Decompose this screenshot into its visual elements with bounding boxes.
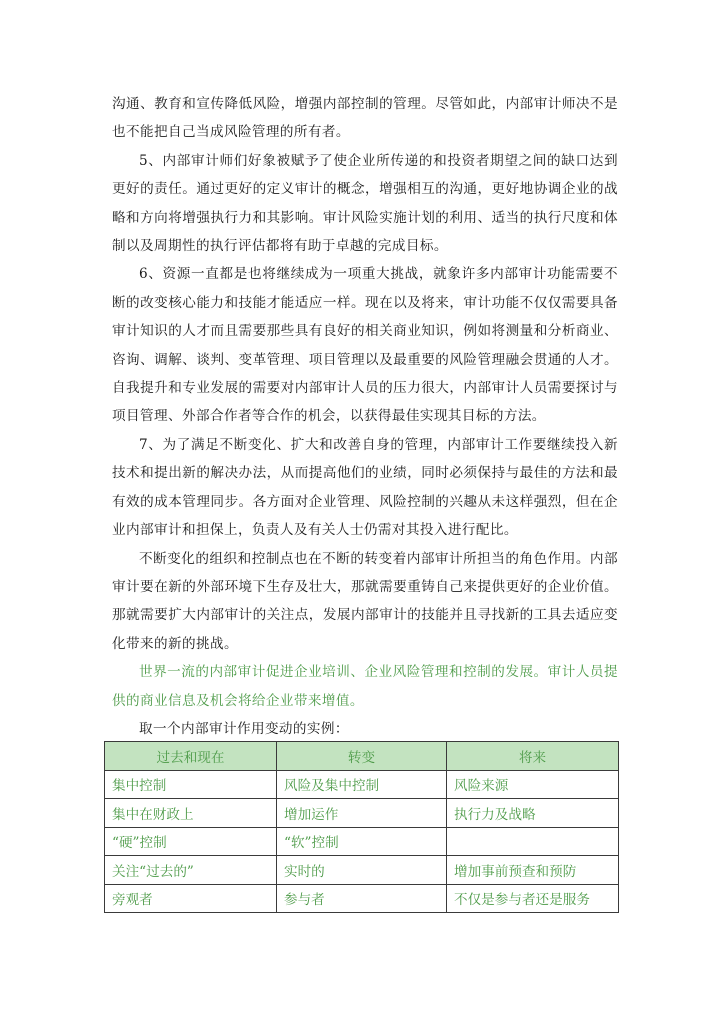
table-cell: 实时的 [277, 856, 447, 885]
table-row [105, 884, 619, 913]
table-cell: “软”控制 [277, 827, 447, 856]
paragraph-1: 沟通、教育和宣传降低风险，增强内部控制的管理。尽管如此，内部审计师决不是也不能把自己当成风险管理的所有者。 [112, 96, 618, 141]
table-row [105, 827, 619, 856]
paragraph-5: 不断变化的组织和控制点也在不断的转变着内部审计所担当的角色作用。内部审计要在新的外部环境下生存及壮大，那就需要重铸自己来提供更好的企业价值。那就需要扩大内部审计的关注点，发展内部审计的技能并且寻找新的工具去适应变化带来的新的挑战。 [112, 550, 618, 652]
header-transition: 转变 [277, 742, 447, 771]
role-change-table [104, 741, 619, 913]
table-header-row [105, 742, 619, 771]
table-cell: 增加事前预查和预防 [447, 856, 619, 885]
table-row [105, 770, 619, 799]
table-cell: 参与者 [277, 884, 447, 913]
header-future: 将来 [447, 742, 619, 771]
table-cell: 集中控制 [105, 770, 277, 799]
table-row [105, 856, 619, 885]
table-cell: 关注“过去的” [105, 856, 277, 885]
table-cell: 集中在财政上 [105, 799, 277, 828]
paragraph-4: 7、为了满足不断变化、扩大和改善自身的管理，内部审计工作要继续投入新技术和提出新的解决办法，从而提高他们的业绩，同时必须保持与最佳的方法和最有效的成本管理同步。各方面对企业管理、风险控制的兴趣从未这样强烈，但在企业内部审计和担保上，负责人及有关人士仍需对其投入进行配比。 [112, 436, 618, 539]
table-cell: 不仅是参与者还是服务 [447, 884, 619, 913]
table-cell: 执行力及战略 [447, 799, 619, 828]
table-intro: 取一个内部审计作用变动的实例： [139, 720, 349, 737]
highlight-paragraph: 世界一流的内部审计促进企业培训、企业风险管理和控制的发展。审计人员提供的商业信息及机会将给企业带来增值。 [112, 664, 618, 709]
table-row [105, 799, 619, 828]
table-cell [447, 827, 619, 856]
table-cell: 旁观者 [105, 884, 277, 913]
header-past-present: 过去和现在 [105, 742, 277, 771]
body-text [112, 90, 618, 743]
paragraph-3: 6、资源一直都是也将继续成为一项重大挑战，就象许多内部审计功能需要不断的改变核心能力和技能才能适应一样。现在以及将来，审计功能不仅仅需要具备审计知识的人才而且需要那些具有良好的相关商业知识，例如将测量和分析商业、咨询、调解、谈判、变革管理、项目管理以及最重要的风险管理融会贯通的人才。自我提升和专业发展的需要对内部审计人员的压力很大，内部审计人员需要探讨与项目管理、外部合作者等合作的机会，以获得最佳实现其目标的方法。 [112, 266, 618, 425]
table-cell: “硬”控制 [105, 827, 277, 856]
table-cell: 风险及集中控制 [277, 770, 447, 799]
table-cell: 增加运作 [277, 799, 447, 828]
paragraph-2: 5、内部审计师们好象被赋予了使企业所传递的和投资者期望之间的缺口达到更好的责任。通过更好的定义审计的概念，增强相互的沟通，更好地协调企业的战略和方向将增强执行力和其影响。审计风险实施计划的利用、适当的执行尺度和体制以及周期性的执行评估都将有助于卓越的完成目标。 [112, 152, 618, 255]
table-cell: 风险来源 [447, 770, 619, 799]
